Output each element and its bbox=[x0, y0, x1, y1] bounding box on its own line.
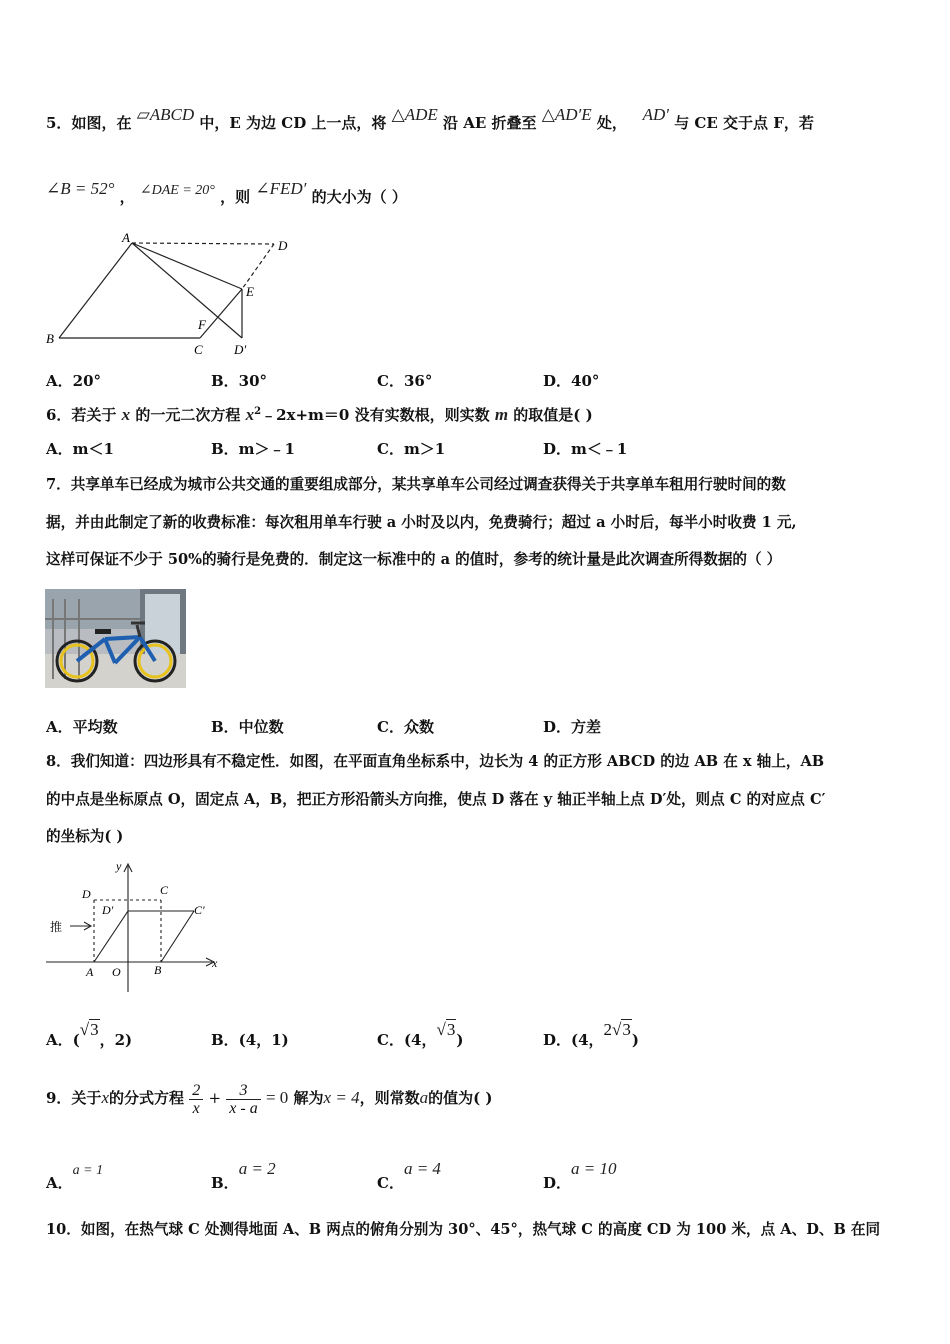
q9-fraction-1: $\frac{2}{x}$ bbox=[189, 1082, 203, 1117]
q6-option-d[interactable]: D．m＜﹣1 bbox=[543, 440, 628, 458]
q7-option-a[interactable]: A．平均数 bbox=[46, 718, 118, 736]
q8-option-b[interactable]: B．(4，1) bbox=[211, 1031, 289, 1049]
q8-line3: 的坐标为( ) bbox=[46, 828, 124, 845]
q6-line: 6．若关于 x 的一元二次方程 $x^2﹣2x+m=0$ 没有实数根，则实数 m 的取值是( ) bbox=[46, 405, 593, 424]
q8-label-dp: D′ bbox=[102, 903, 114, 917]
q7-option-b[interactable]: B．中位数 bbox=[211, 718, 284, 736]
q8-label-o: O bbox=[112, 965, 121, 979]
q7-line2: 据，并由此制定了新的收费标准：每次租用单车行驶 a 小时及以内，免费骑行；超过 a 小时后，每半小时收费 1 元, bbox=[46, 514, 797, 531]
q8-options bbox=[46, 1020, 904, 1059]
q9-option-a[interactable]: A．a = 1 bbox=[46, 1163, 104, 1192]
q5-angle-b: ∠B = 52° bbox=[46, 179, 115, 198]
q5-option-a[interactable]: A．20° bbox=[46, 372, 102, 390]
q8-option-d[interactable]: D．(4，2√3) bbox=[543, 1020, 639, 1049]
q8-figure bbox=[44, 856, 224, 996]
q5-options bbox=[46, 370, 904, 394]
q7-option-c[interactable]: C．众数 bbox=[377, 718, 434, 736]
q5-label-dp: D′ bbox=[234, 342, 247, 357]
q8-label-c: C bbox=[160, 883, 169, 897]
q5-math-triangle-ade: △ADE bbox=[391, 105, 438, 124]
q8-line1: 8．我们知道：四边形具有不稳定性．如图，在平面直角坐标系中，边长为 4 的正方形 ABCD 的边 AB 在 x 轴上，AB bbox=[46, 753, 825, 770]
q9-option-c[interactable]: C．a = 4 bbox=[377, 1159, 441, 1192]
q7-option-d[interactable]: D．方差 bbox=[543, 718, 602, 736]
q5-label-d: D bbox=[278, 238, 288, 253]
q7-line3: 这样可保证不少于 50%的骑行是免费的．制定这一标准中的 a 的值时，参考的统计量是此次调查所得数据的（ ） bbox=[46, 551, 782, 568]
q6-option-c[interactable]: C．m＞1 bbox=[377, 440, 446, 458]
q8-option-c[interactable]: C．(4，√3) bbox=[377, 1020, 464, 1049]
q5-angle-dae: ∠DAE = 20° bbox=[139, 183, 215, 198]
q6-options bbox=[46, 438, 904, 462]
q5-line2: ∠B = 52° ， ∠DAE = 20° ，则 ∠FED′ 的大小为（ ） bbox=[46, 179, 407, 206]
q8-label-y: y bbox=[116, 859, 122, 873]
q9-line: 9．关于x的分式方程 $\frac{2}{x}$ + $\frac{3}{x - a}$ = 0 解为x = 4，则常数a的值为( ) bbox=[46, 1081, 493, 1117]
q5-option-b[interactable]: B．30° bbox=[211, 372, 268, 390]
q8-option-a[interactable]: A．(√3，2) bbox=[46, 1020, 133, 1049]
q8-line2: 的中点是坐标原点 O，固定点 A，B，把正方形沿箭头方向推，使点 D 落在 y 轴正半轴上点 D′处，则点 C 的对应点 C′ bbox=[46, 791, 826, 808]
q5-label-a: A bbox=[122, 230, 130, 245]
q8-label-cp: C′ bbox=[194, 903, 205, 917]
q5-option-d[interactable]: D．40° bbox=[543, 372, 600, 390]
q8-label-b: B bbox=[154, 963, 162, 977]
q5-math-adp: AD′ bbox=[642, 105, 669, 124]
q5-math-triangle-adpe: △AD′E bbox=[541, 105, 592, 124]
q7-bike-photo bbox=[45, 589, 186, 688]
q8-label-d: D bbox=[82, 887, 91, 901]
q8-label-push: 推 bbox=[50, 920, 63, 934]
q7-options bbox=[46, 716, 904, 740]
q9-fraction-2: $\frac{3}{x - a}$ bbox=[226, 1082, 260, 1117]
q9-option-b[interactable]: B．a = 2 bbox=[211, 1159, 276, 1192]
q6-option-b[interactable]: B．m＞﹣1 bbox=[211, 440, 295, 458]
q5-label-b: B bbox=[46, 331, 54, 346]
q5-label-c: C bbox=[194, 342, 203, 357]
q5-label-e: E bbox=[246, 284, 254, 299]
q5-line1: 5．如图，在 ▱ABCD 中，E 为边 CD 上一点，将 △ADE 沿 AE 折叠至 △AD′E 处， AD′ 与 CE 交于点 F，若 bbox=[46, 105, 814, 132]
q5-figure bbox=[44, 230, 304, 360]
q5-label-f: F bbox=[198, 317, 206, 332]
q9-option-d[interactable]: D．a = 10 bbox=[543, 1159, 617, 1192]
q8-label-a: A bbox=[86, 965, 94, 979]
q5-math-parallelogram: ▱ABCD bbox=[136, 105, 195, 124]
q10-line1: 10．如图，在热气球 C 处测得地面 A、B 两点的俯角分别为 30°、45°，热气球 C 的高度 CD 为 100 米，点 A、D、B 在同 bbox=[46, 1221, 881, 1238]
q6-option-a[interactable]: A．m＜1 bbox=[46, 440, 114, 458]
q9-options bbox=[46, 1160, 904, 1190]
q8-label-x: x bbox=[212, 956, 218, 970]
q5-angle-fed: ∠FED′ bbox=[255, 179, 307, 198]
q7-line1: 7．共享单车已经成为城市公共交通的重要组成部分，某共享单车公司经过调查获得关于共享单车租用行驶时间的数 bbox=[46, 476, 786, 493]
q5-option-c[interactable]: C．36° bbox=[377, 372, 433, 390]
